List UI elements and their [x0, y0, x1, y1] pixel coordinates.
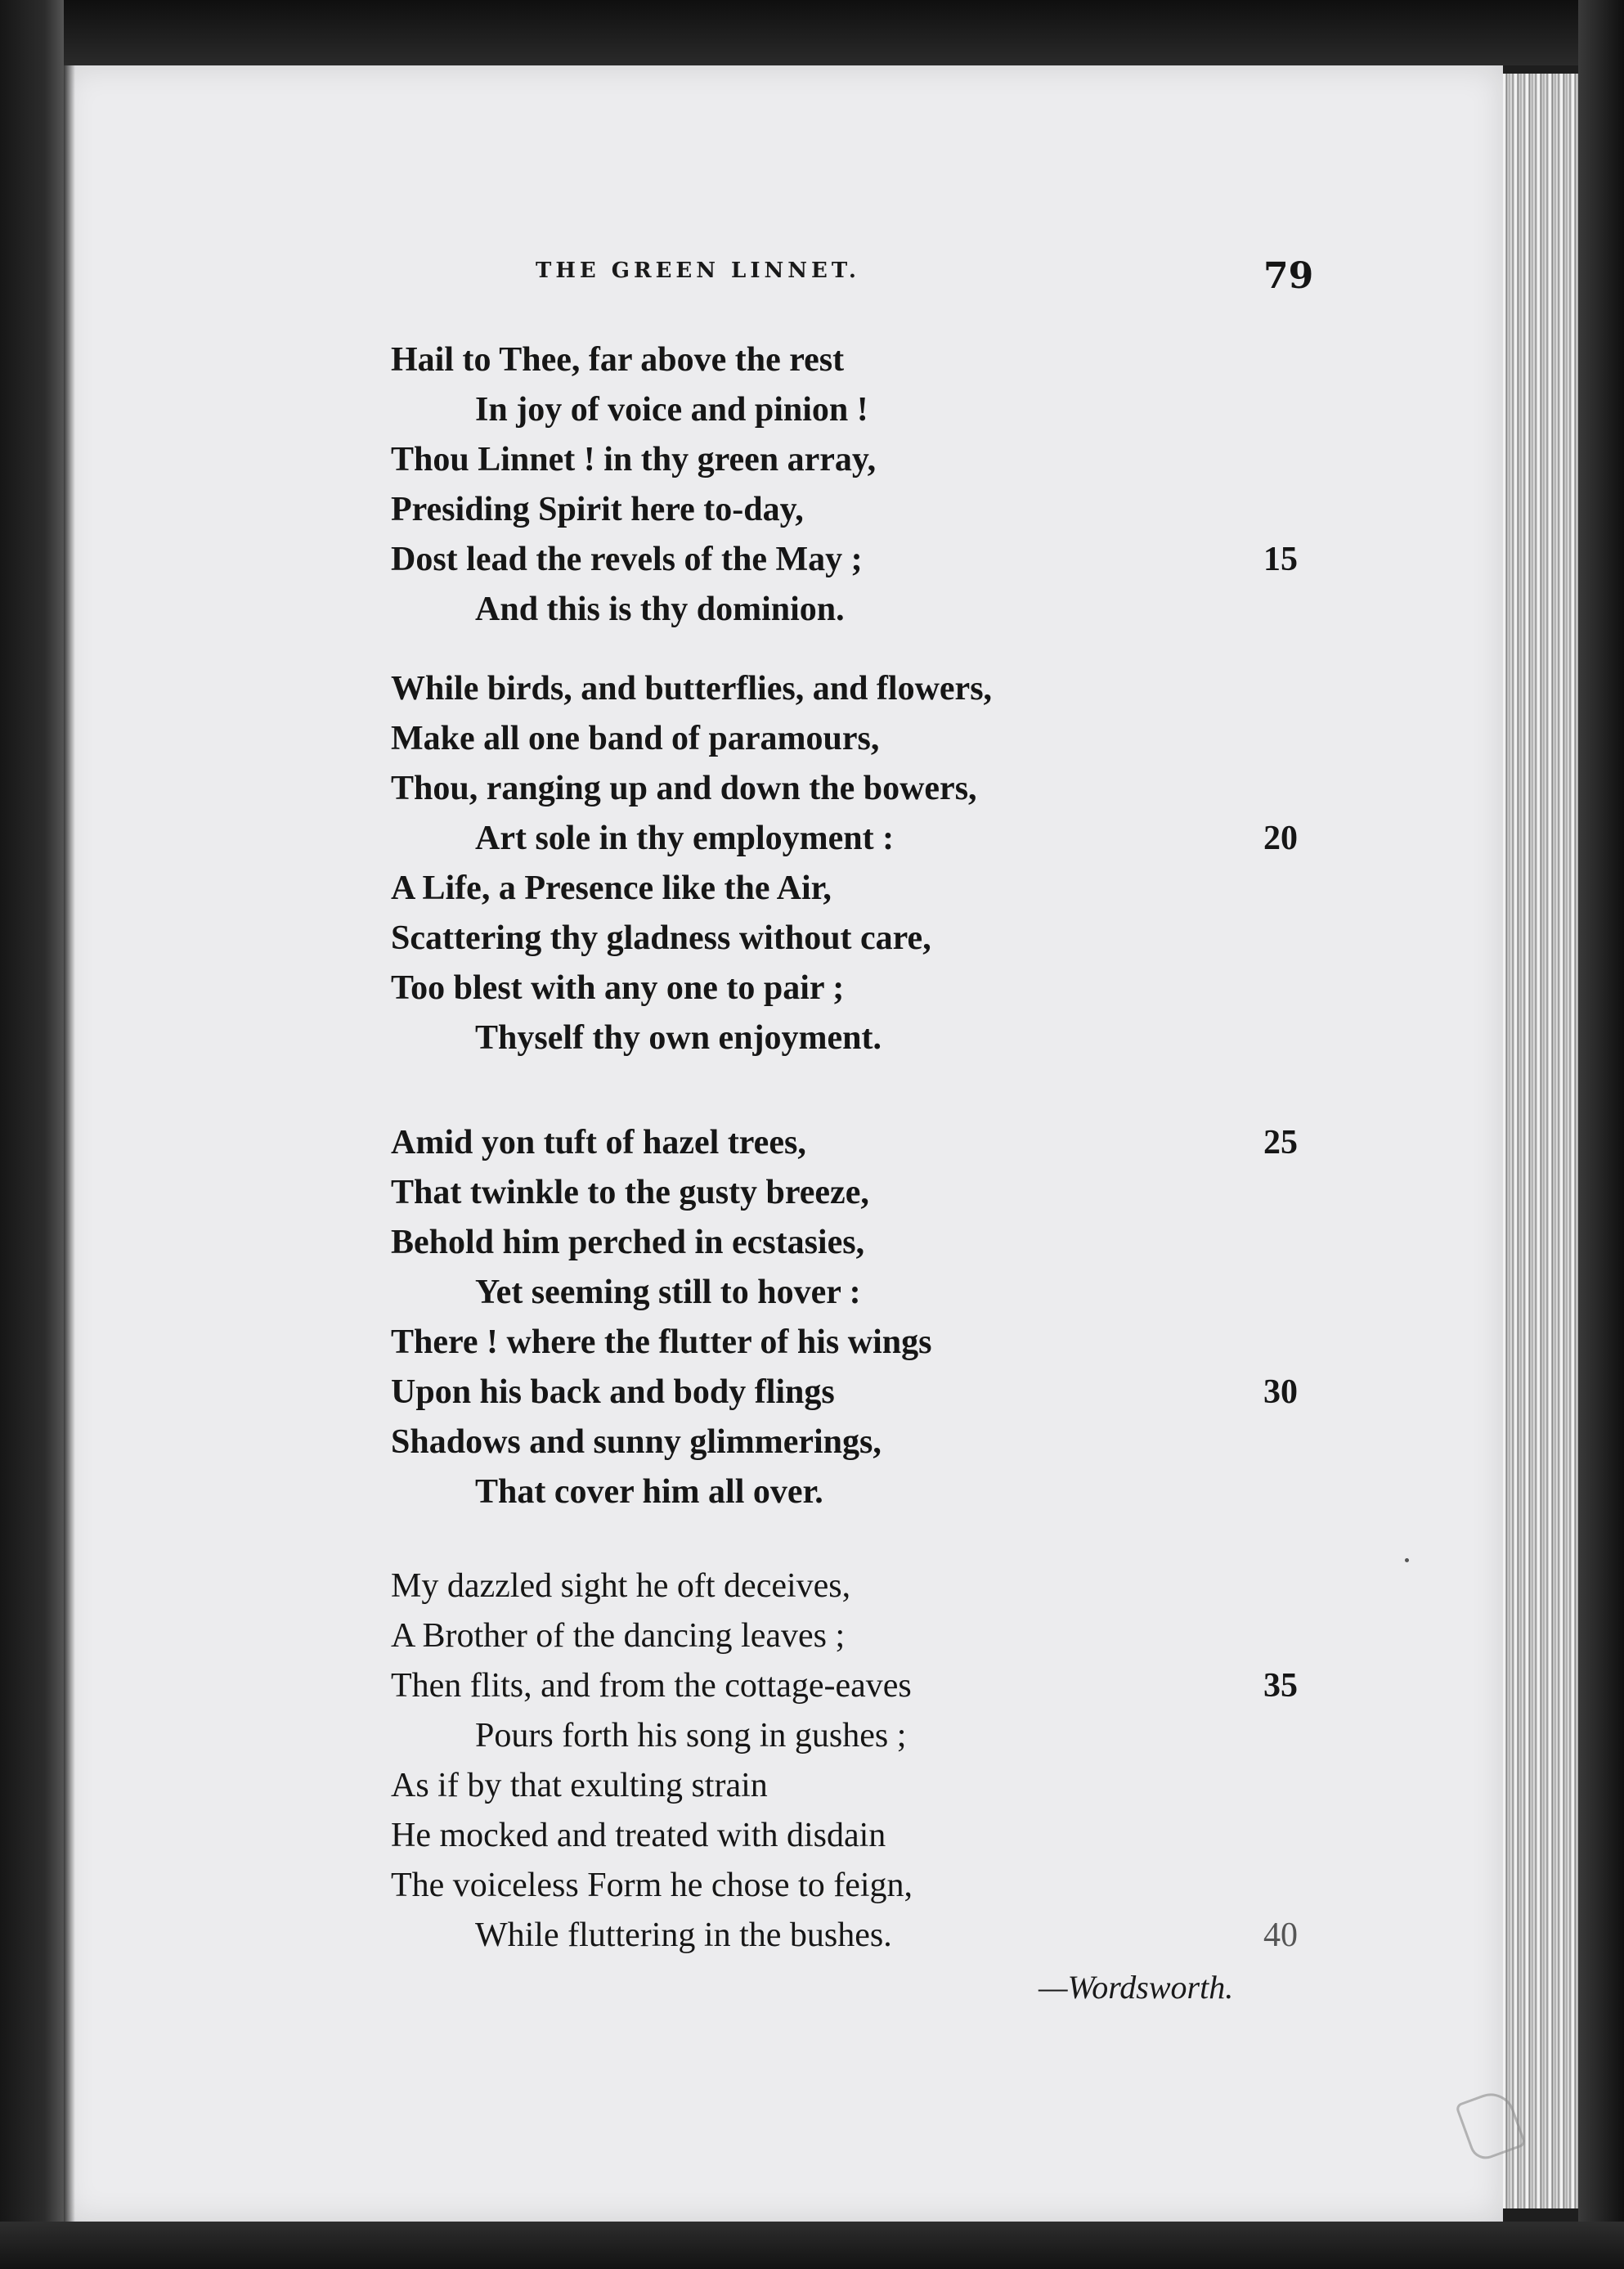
- poem-line-text: Hail to Thee, far above the rest: [391, 341, 845, 379]
- attribution: —Wordsworth.: [1039, 1969, 1234, 2006]
- poem-line-text: While birds, and butterflies, and flowers,: [391, 670, 993, 708]
- poem-line: [391, 1711, 1331, 1761]
- poem-line: [391, 435, 1331, 485]
- poem-line-text: A Life, a Presence like the Air,: [391, 869, 832, 907]
- poem-line-text: Thou, ranging up and down the bowers,: [391, 770, 977, 807]
- poem-line-text: Make all one band of paramours,: [391, 720, 880, 757]
- poem-line: [391, 1861, 1331, 1911]
- poem-line-text: Shadows and sunny glimmerings,: [391, 1423, 882, 1461]
- poem-line-text: Thou Linnet ! in thy green array,: [391, 441, 877, 479]
- poem-line: [391, 764, 1331, 814]
- poem-line-text: And this is thy dominion.: [475, 591, 845, 628]
- poem-line: [391, 1811, 1331, 1861]
- page-number: 79: [1263, 255, 1314, 297]
- poem-line: [391, 1268, 1331, 1318]
- line-number: 25: [1263, 1124, 1298, 1161]
- poem-line-text: In joy of voice and pinion !: [475, 391, 868, 429]
- poem-line-text: Thyself thy own enjoyment.: [475, 1019, 882, 1057]
- poem-line-text: The voiceless Form he chose to feign,: [391, 1867, 913, 1904]
- poem-line-text: That twinkle to the gusty breeze,: [391, 1174, 869, 1211]
- poem-line: [391, 914, 1331, 964]
- stanza-4: [391, 1561, 1331, 1961]
- poem-line: [391, 964, 1331, 1013]
- poem-line-text: Dost lead the revels of the May ;: [391, 541, 863, 578]
- poem-line-text: Then flits, and from the cottage-eaves: [391, 1667, 912, 1705]
- poem-line-text: Art sole in thy employment :: [475, 820, 895, 857]
- poem-line-text: Scattering thy gladness without care,: [391, 919, 931, 957]
- poem-line: [391, 485, 1331, 535]
- poem-line: [391, 335, 1331, 385]
- poem-line: [391, 585, 1331, 635]
- poem-line: [391, 1318, 1331, 1368]
- poem-line-text: Too blest with any one to pair ;: [391, 969, 845, 1007]
- running-title: THE GREEN LINNET.: [536, 258, 860, 283]
- poem-line: [391, 714, 1331, 764]
- poem-line-text: He mocked and treated with disdain: [391, 1817, 886, 1854]
- poem-line: [391, 664, 1331, 714]
- poem-line-text: My dazzled sight he oft deceives,: [391, 1567, 851, 1605]
- poem-line-text: That cover him all over.: [475, 1473, 823, 1511]
- poem-line-text: As if by that exulting strain: [391, 1767, 768, 1804]
- poem-line: [391, 1561, 1331, 1611]
- line-number: 30: [1263, 1373, 1298, 1411]
- poem-line-text: Pours forth his song in gushes ;: [475, 1717, 907, 1755]
- poem-line: [391, 814, 1331, 864]
- poem-line: [391, 1418, 1331, 1467]
- poem-line: [391, 1013, 1331, 1063]
- poem-line-text: Upon his back and body flings: [391, 1373, 835, 1411]
- poem-line: [391, 864, 1331, 914]
- poem-line: [391, 1168, 1331, 1218]
- poem-line-text: While fluttering in the bushes.: [475, 1916, 892, 1954]
- poem-line: [391, 1368, 1331, 1418]
- poem-line-text: A Brother of the dancing leaves ;: [391, 1617, 846, 1655]
- line-number: 40: [1263, 1916, 1298, 1954]
- poem-line-text: Behold him perched in ecstasies,: [391, 1224, 865, 1261]
- line-number: 15: [1263, 541, 1298, 578]
- stanza-3: [391, 1118, 1331, 1517]
- poem-line: [391, 1467, 1331, 1517]
- poem-line: [391, 1611, 1331, 1661]
- poem-line: [391, 385, 1331, 435]
- poem-line-text: There ! where the flutter of his wings: [391, 1323, 932, 1361]
- poem-line: [391, 535, 1331, 585]
- poem-line: [391, 1118, 1331, 1168]
- line-number: 35: [1263, 1667, 1298, 1705]
- poem-line-text: Yet seeming still to hover :: [475, 1274, 861, 1311]
- poem-line: [391, 1761, 1331, 1811]
- line-number: 20: [1263, 820, 1298, 857]
- poem-line: [391, 1218, 1331, 1268]
- poem-line-text: Amid yon tuft of hazel trees,: [391, 1124, 806, 1161]
- poem-line: [391, 1911, 1331, 1961]
- poem-line: [391, 1661, 1331, 1711]
- stanza-1: [391, 335, 1331, 635]
- poem-line-text: Presiding Spirit here to-day,: [391, 491, 804, 528]
- stanza-2: [391, 664, 1331, 1063]
